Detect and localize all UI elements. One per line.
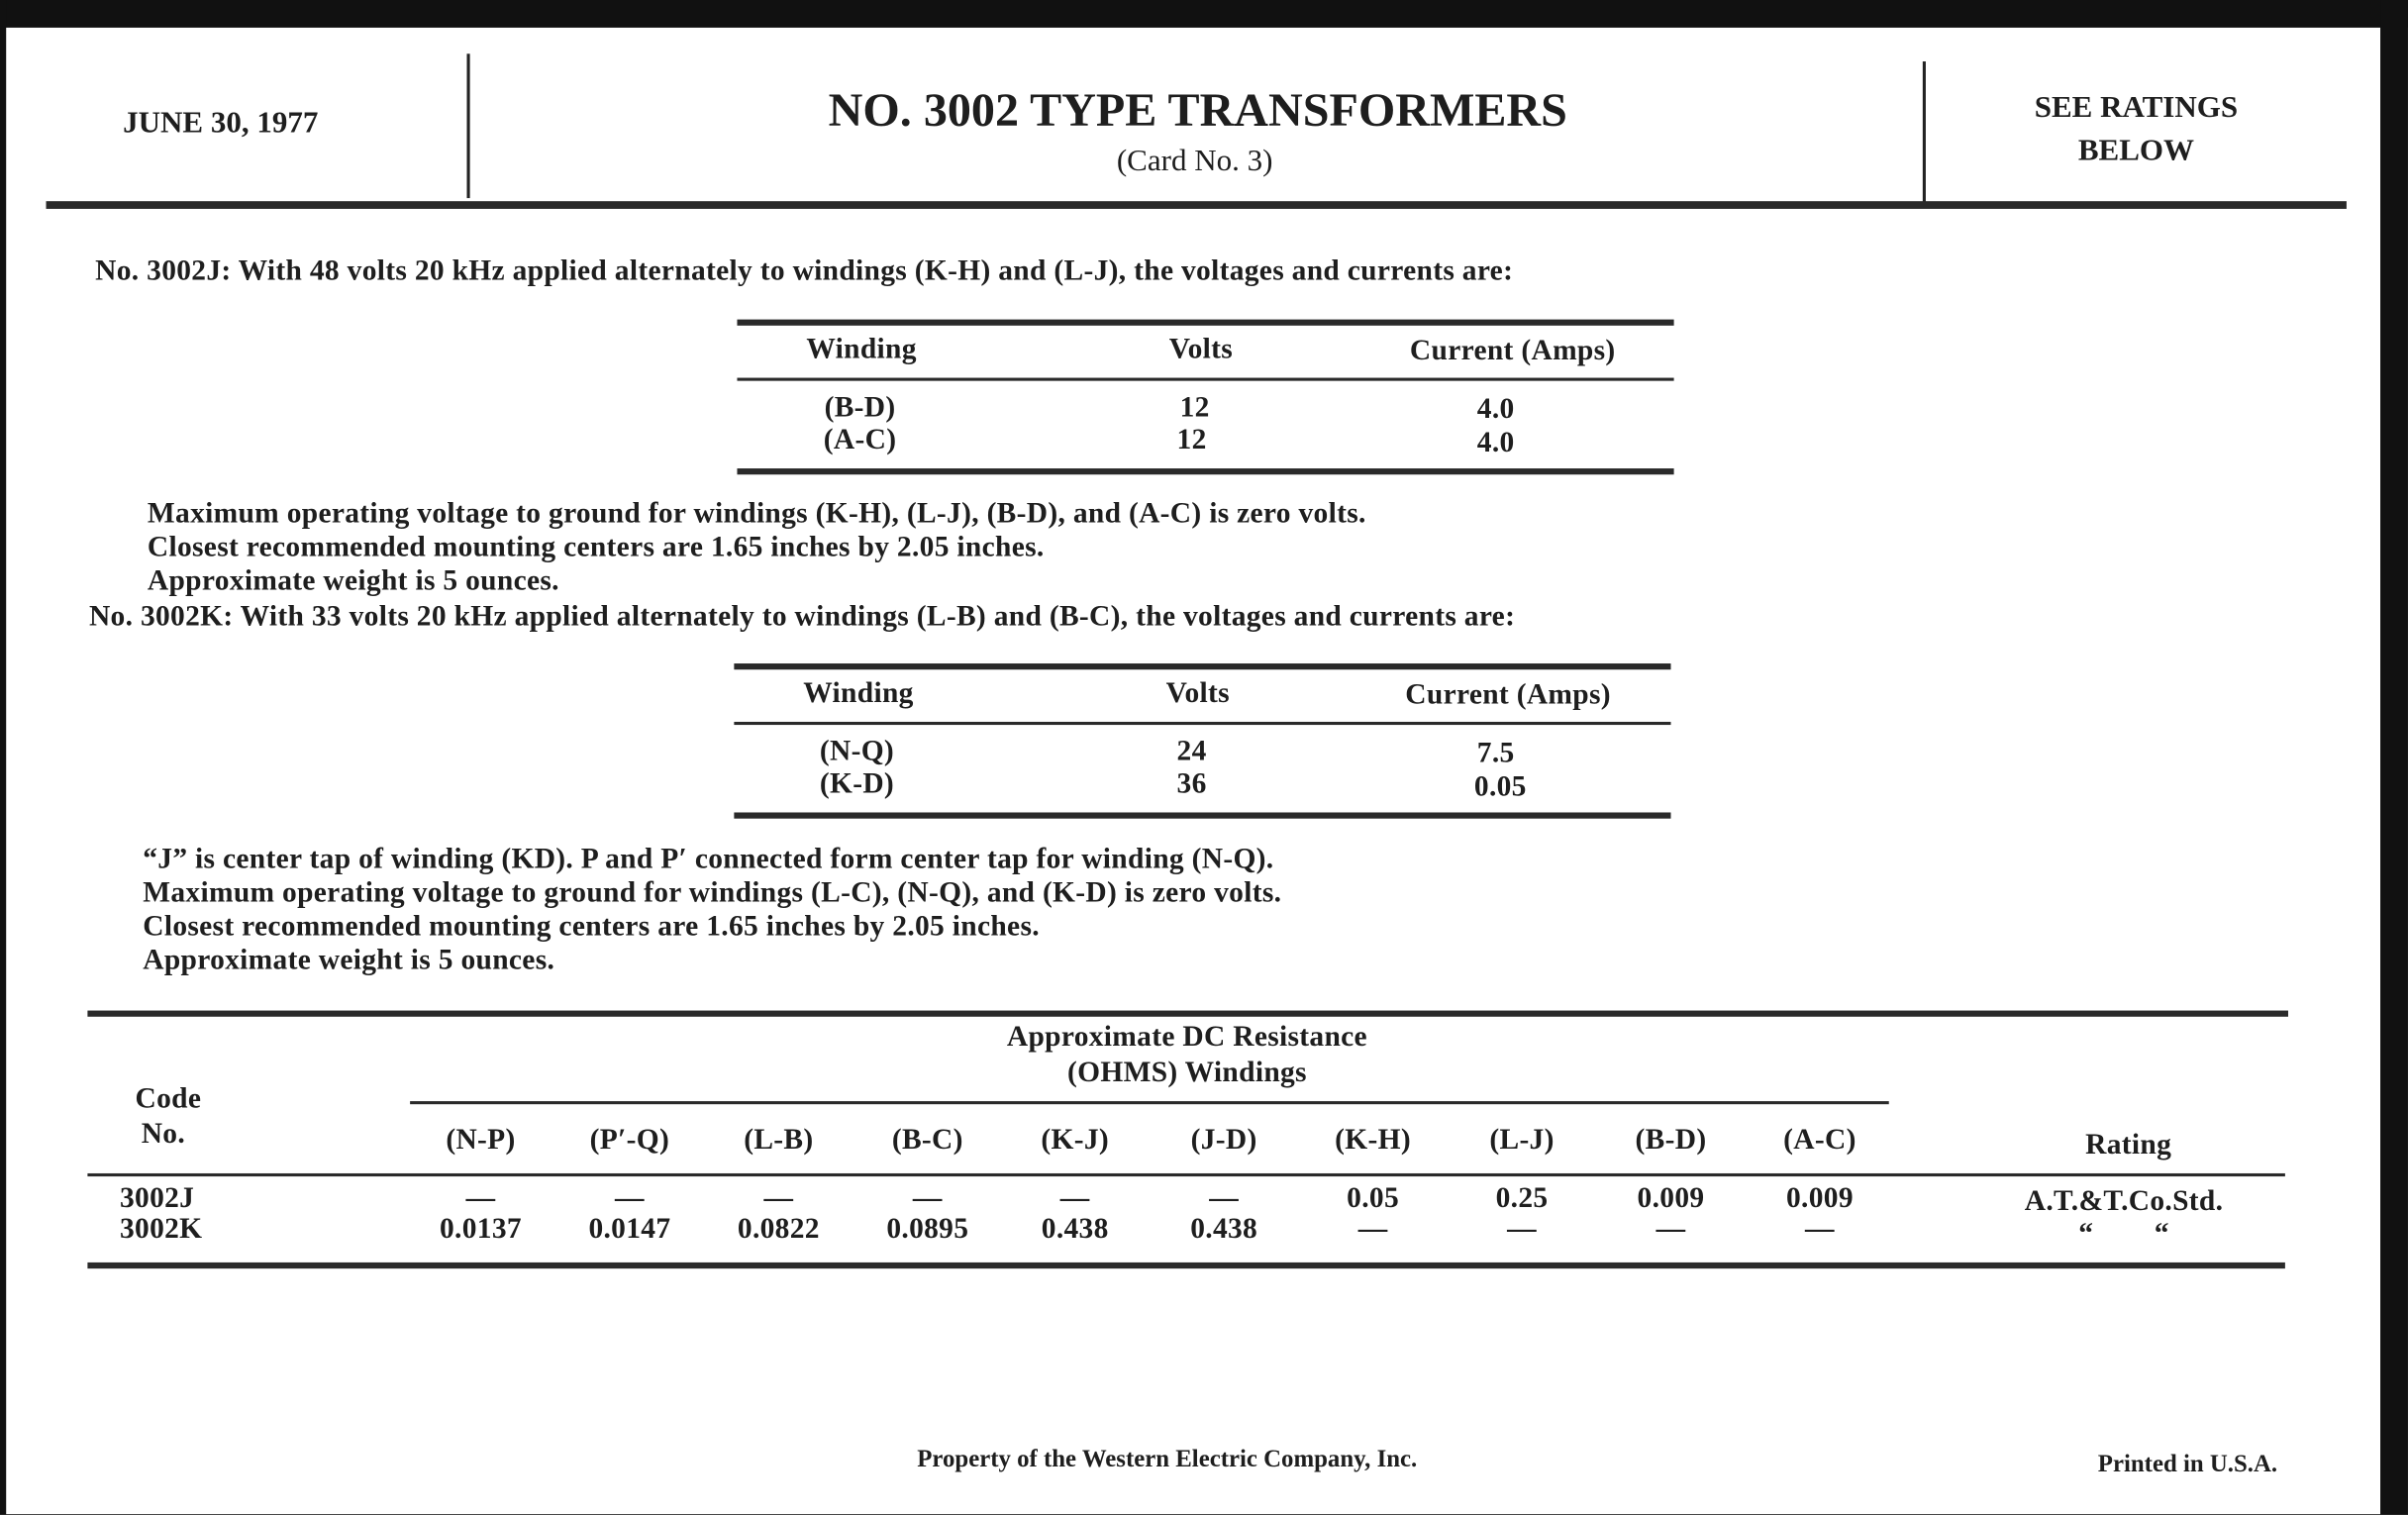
card-date: JUNE 30, 1977: [123, 106, 319, 141]
resistance-cell: —: [615, 1182, 645, 1215]
row-rating: “ “: [2078, 1217, 2169, 1251]
winding-column-header: (K-H): [1335, 1124, 1412, 1157]
resistance-cell: 0.0137: [440, 1213, 522, 1246]
card-number: (Card No. 3): [1116, 144, 1273, 178]
rating-header: Rating: [2085, 1128, 2172, 1162]
table-header-rule: [87, 1173, 2284, 1176]
winding-column-header: (A-C): [1783, 1124, 1856, 1157]
footer-printed: Printed in U.S.A.: [2097, 1451, 2278, 1478]
code-header: Code: [135, 1082, 202, 1116]
table-top-rule: [87, 1011, 2288, 1017]
winding-column-header: (K-J): [1041, 1124, 1110, 1157]
resistance-cell: —: [1357, 1213, 1388, 1246]
note-line: Maximum operating voltage to ground for windings (L-C), (N-Q), and (K-D) is zero volts.: [143, 876, 1282, 910]
resistance-cell: —: [1209, 1182, 1240, 1215]
winding-column-header: (L-B): [744, 1124, 814, 1157]
table-top-rule: [734, 663, 1670, 669]
table-cell: (A-C): [823, 424, 897, 456]
winding-column-header: (J-D): [1190, 1124, 1257, 1157]
resistance-cell: 0.438: [1041, 1213, 1109, 1246]
resistance-cell: —: [1805, 1213, 1835, 1246]
note-line: Maximum operating voltage to ground for windings (K-H), (L-J), (B-D), and (A-C) is zero volts.: [147, 497, 1366, 531]
table-cell: 12: [1179, 391, 1210, 425]
group-header: Approximate DC Resistance: [1006, 1021, 1367, 1054]
resistance-cell: —: [912, 1182, 943, 1215]
table-cell: (N-Q): [819, 735, 895, 768]
table-bottom-rule: [87, 1262, 2284, 1268]
resistance-cell: 0.0895: [886, 1213, 969, 1246]
table-bottom-rule: [734, 812, 1670, 818]
ratings-note-line1: SEE RATINGS: [2034, 90, 2239, 125]
winding-column-header: (B-C): [891, 1124, 963, 1157]
scan-border-right: [2380, 0, 2408, 1514]
winding-column-header: (L-J): [1489, 1124, 1555, 1157]
resistance-cell: 0.0147: [588, 1213, 671, 1246]
row-code: 3002J: [119, 1182, 195, 1215]
table-cell: 24: [1176, 735, 1207, 768]
column-header: Current (Amps): [1409, 335, 1616, 367]
resistance-cell: 0.0822: [737, 1213, 820, 1246]
column-header: Volts: [1165, 676, 1230, 710]
column-header: Winding: [803, 676, 914, 710]
footer-property: Property of the Western Electric Company, Inc.: [917, 1447, 1418, 1473]
column-header: Winding: [806, 333, 917, 366]
section-3002j-intro: No. 3002J: With 48 volts 20 kHz applied alternately to windings (K-H) and (L-J), the voltages and currents are:: [95, 254, 1514, 288]
code-header: No.: [141, 1118, 186, 1151]
resistance-cell: —: [465, 1182, 496, 1215]
row-code: 3002K: [119, 1213, 203, 1246]
table-cell: 36: [1176, 767, 1207, 801]
group-header: (OHMS) Windings: [1066, 1057, 1307, 1089]
table-top-rule: [737, 320, 1673, 326]
table-cell: 4.0: [1476, 393, 1515, 426]
header-rule: [47, 201, 2347, 209]
resistance-cell: —: [1059, 1182, 1090, 1215]
note-line: Approximate weight is 5 ounces.: [143, 944, 555, 977]
note-line: “J” is center tap of winding (KD). P and P′ connected form center tap for winding (N-Q).: [143, 843, 1274, 876]
row-rating: A.T.&T.Co.Std.: [2024, 1185, 2224, 1218]
table-cell: 4.0: [1476, 427, 1515, 459]
note-line: Approximate weight is 5 ounces.: [147, 564, 559, 598]
resistance-cell: 0.009: [1786, 1182, 1854, 1215]
section-3002k-intro: No. 3002K: With 33 volts 20 kHz applied alternately to windings (L-B) and (B-C), the voltages and currents are:: [88, 600, 1516, 634]
note-line: Closest recommended mounting centers are 1.65 inches by 2.05 inches.: [147, 531, 1045, 564]
table-cell: 12: [1176, 424, 1207, 456]
resistance-cell: 0.009: [1637, 1182, 1705, 1215]
header-divider-right: [1923, 61, 1926, 206]
resistance-cell: 0.05: [1347, 1182, 1400, 1215]
page-title: NO. 3002 TYPE TRANSFORMERS: [828, 82, 1567, 138]
table-cell: (K-D): [819, 767, 895, 801]
winding-column-header: (N-P): [446, 1124, 516, 1157]
scan-border-top: [0, 0, 2408, 28]
resistance-cell: —: [1656, 1213, 1686, 1246]
resistance-cell: —: [763, 1182, 794, 1215]
table-header-rule: [737, 378, 1673, 381]
resistance-cell: 0.438: [1190, 1213, 1258, 1246]
resistance-cell: 0.25: [1495, 1182, 1549, 1215]
table-header-rule: [734, 722, 1670, 725]
group-header-rule: [410, 1101, 1889, 1104]
table-cell: (B-D): [824, 391, 896, 425]
resistance-cell: —: [1507, 1213, 1537, 1246]
column-header: Current (Amps): [1405, 678, 1611, 712]
winding-column-header: (B-D): [1635, 1124, 1707, 1157]
header-divider-left: [467, 53, 470, 198]
scan-border-left: [0, 0, 6, 1514]
ratings-note-line2: BELOW: [2077, 133, 2195, 168]
note-line: Closest recommended mounting centers are 1.65 inches by 2.05 inches.: [143, 910, 1040, 944]
table-cell: 0.05: [1473, 770, 1527, 804]
table-cell: 7.5: [1476, 737, 1515, 770]
winding-column-header: (P′-Q): [589, 1124, 670, 1157]
table-bottom-rule: [737, 468, 1673, 474]
column-header: Volts: [1168, 333, 1234, 366]
